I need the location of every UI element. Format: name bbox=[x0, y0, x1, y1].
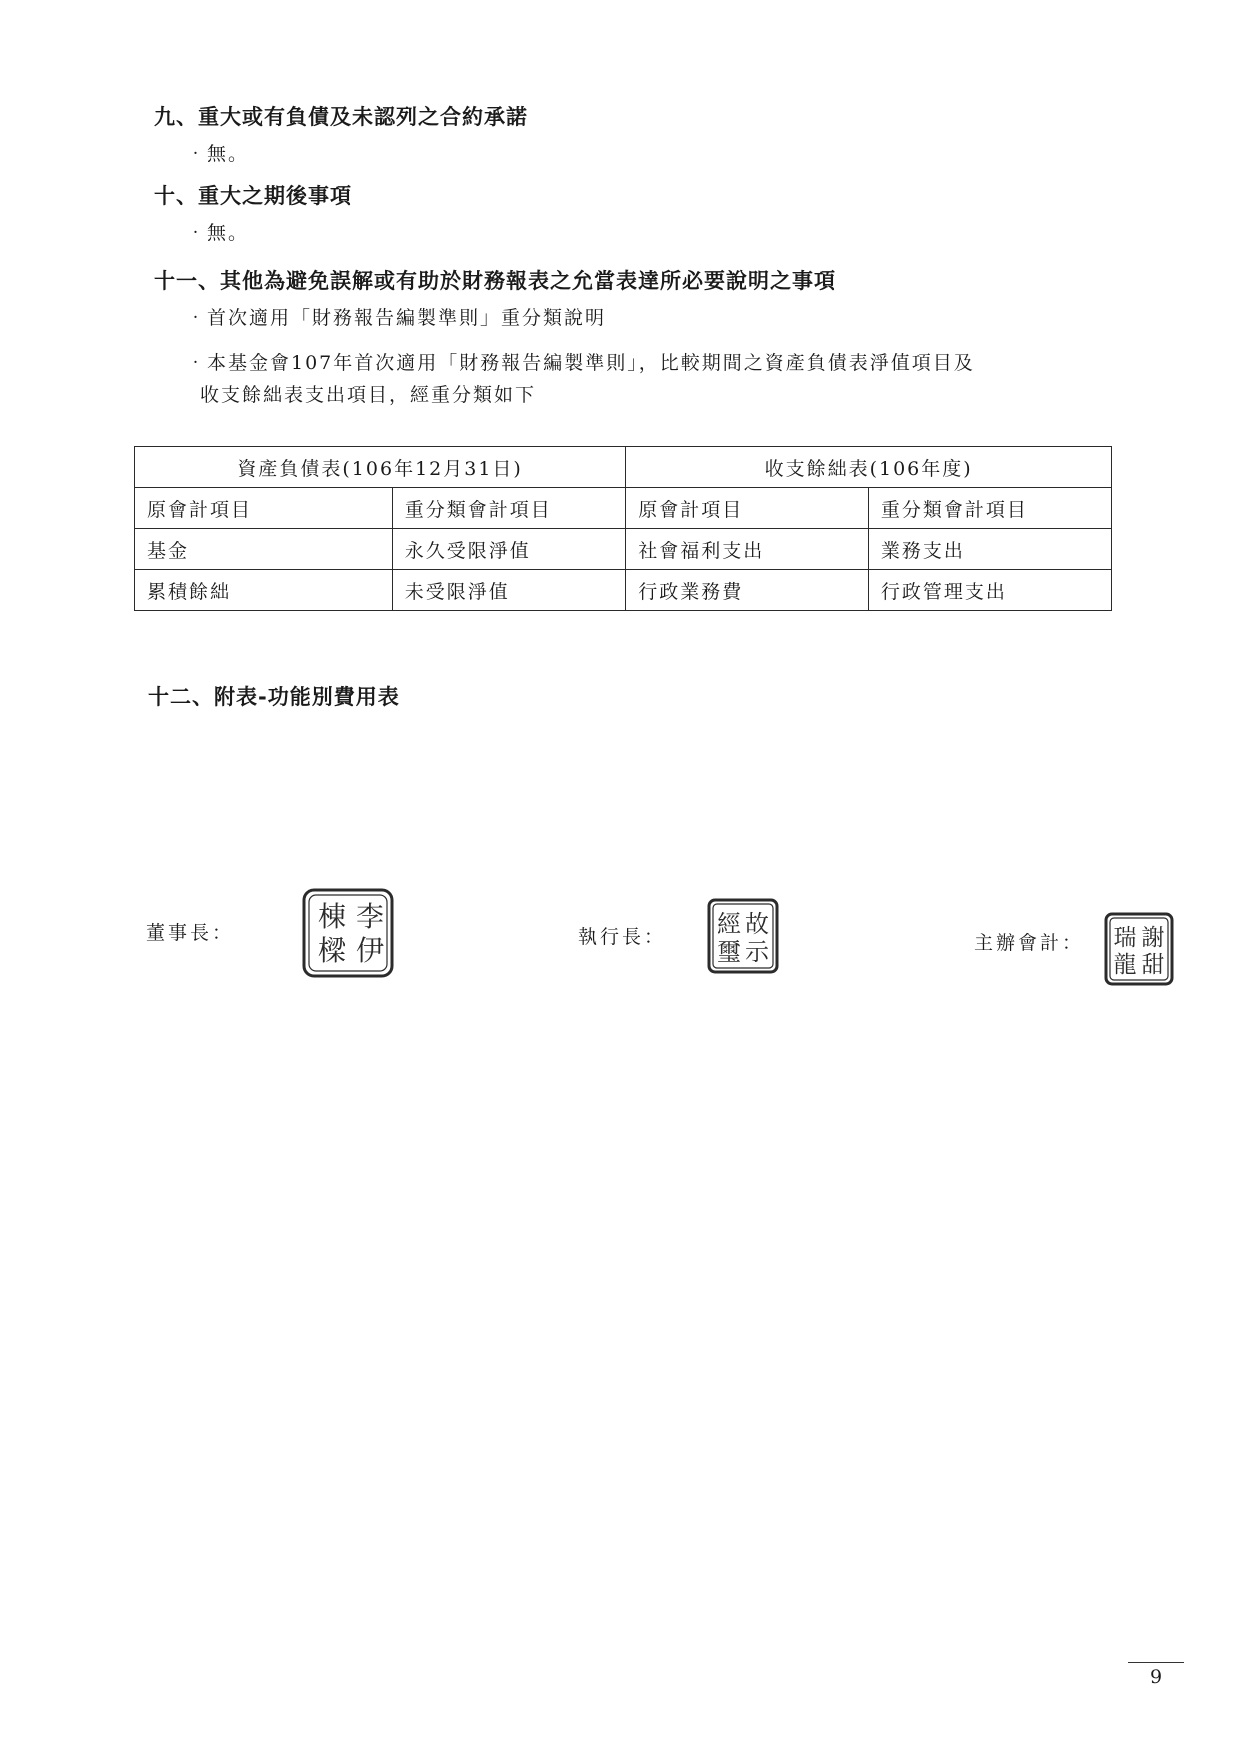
table-row bbox=[135, 570, 1112, 611]
ceo-label: 執行長： bbox=[578, 926, 667, 948]
table-row bbox=[135, 529, 1112, 570]
page-number: 9 bbox=[1149, 1666, 1163, 1688]
table-cell: 業務支出 bbox=[868, 529, 1111, 570]
section-10-heading: 十、重大之期後事項 bbox=[154, 184, 352, 208]
section-11-item-2-line-2: 收支餘絀表支出項目，經重分類如下 bbox=[200, 384, 537, 406]
table-header-row bbox=[135, 488, 1112, 529]
col-header-reclass-is: 重分類會計項目 bbox=[868, 488, 1111, 529]
svg-text:瑞: 瑞 bbox=[1113, 925, 1137, 951]
chairman-seal-graphic bbox=[300, 884, 398, 982]
svg-text:伊: 伊 bbox=[355, 934, 385, 967]
section-11-item-1: ‧首次適用「財務報告編製準則」重分類說明 bbox=[186, 307, 607, 329]
svg-text:甜: 甜 bbox=[1141, 952, 1165, 978]
income-statement-title: 收支餘絀表(106年度) bbox=[626, 447, 1112, 488]
chairman-label: 董事長： bbox=[146, 922, 235, 944]
svg-text:樑: 樑 bbox=[317, 934, 347, 967]
reclassification-table bbox=[134, 446, 1112, 611]
table-cell: 行政管理支出 bbox=[868, 570, 1111, 611]
section-11-heading: 十一、其他為避免誤解或有助於財務報表之允當表達所必要說明之事項 bbox=[154, 269, 836, 293]
table-cell: 社會福利支出 bbox=[626, 529, 869, 570]
table-cell: 累積餘絀 bbox=[135, 570, 393, 611]
table-cell: 基金 bbox=[135, 529, 393, 570]
section-10-item: ‧無。 bbox=[186, 222, 250, 244]
table-cell: 未受限淨值 bbox=[392, 570, 625, 611]
svg-text:謝: 謝 bbox=[1141, 925, 1165, 951]
svg-text:龍: 龍 bbox=[1113, 952, 1137, 978]
col-header-original-bs: 原會計項目 bbox=[135, 488, 393, 529]
section-9-heading: 九、重大或有負債及未認列之合約承諾 bbox=[154, 105, 528, 129]
svg-text:李: 李 bbox=[355, 900, 385, 933]
ceo-seal bbox=[705, 896, 781, 976]
page-number-rule bbox=[1128, 1662, 1184, 1663]
table-cell: 永久受限淨值 bbox=[392, 529, 625, 570]
table-title-row bbox=[135, 447, 1112, 488]
accountant-seal bbox=[1102, 910, 1176, 988]
svg-text:璽: 璽 bbox=[717, 938, 741, 966]
ceo-seal-graphic bbox=[705, 896, 781, 976]
col-header-original-is: 原會計項目 bbox=[626, 488, 869, 529]
svg-text:經: 經 bbox=[717, 910, 741, 938]
svg-text:棟: 棟 bbox=[317, 900, 347, 933]
section-11-item-2-line-1: ‧本基金會107年首次適用「財務報告編製準則」，比較期間之資產負債表淨值項目及 bbox=[186, 352, 975, 374]
accountant-label: 主辦會計： bbox=[974, 932, 1085, 954]
svg-text:故: 故 bbox=[745, 910, 769, 938]
accountant-seal-graphic bbox=[1102, 910, 1176, 988]
table-cell: 行政業務費 bbox=[626, 570, 869, 611]
col-header-reclass-bs: 重分類會計項目 bbox=[392, 488, 625, 529]
balance-sheet-title: 資產負債表(106年12月31日) bbox=[135, 447, 626, 488]
svg-text:示: 示 bbox=[745, 938, 769, 966]
section-9-item: ‧無。 bbox=[186, 143, 250, 165]
chairman-seal bbox=[300, 884, 398, 982]
section-12-heading: 十二、附表-功能別費用表 bbox=[148, 685, 400, 709]
